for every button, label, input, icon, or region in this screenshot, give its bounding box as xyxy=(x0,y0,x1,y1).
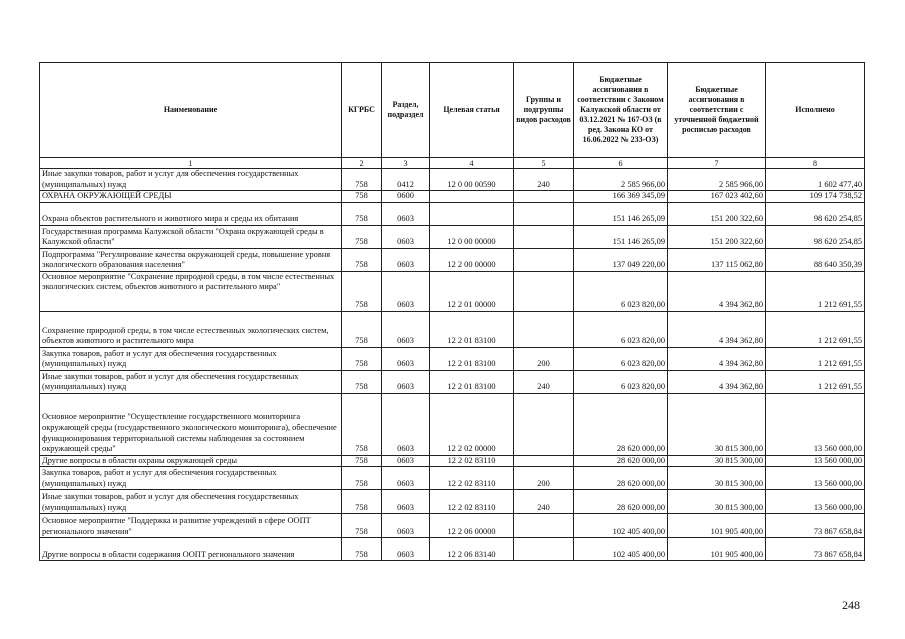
row-section: 0603 xyxy=(382,455,430,467)
table-row xyxy=(40,311,865,347)
column-number: 2 xyxy=(342,158,382,169)
table-row xyxy=(40,271,865,311)
row-target: 12 2 02 83110 xyxy=(430,490,514,514)
column-number: 1 xyxy=(40,158,342,169)
row-name: Основное мероприятие "Сохранение природной среды, в том числе естественных экологических систем, объектов животного и растительного мира" xyxy=(40,271,342,311)
row-group xyxy=(514,311,574,347)
table-row xyxy=(40,225,865,248)
row-target: 12 2 06 00000 xyxy=(430,514,514,538)
row-executed-amount: 98 620 254,85 xyxy=(766,202,865,225)
row-group xyxy=(514,538,574,561)
row-executed-amount: 1 212 691,55 xyxy=(766,311,865,347)
row-law-amount: 102 405 400,00 xyxy=(574,538,668,561)
table-row xyxy=(40,191,865,203)
row-name: Другие вопросы в области охраны окружающей среды xyxy=(40,455,342,467)
row-plan-amount: 30 815 300,00 xyxy=(668,455,766,467)
table-row xyxy=(40,370,865,393)
row-group: 240 xyxy=(514,370,574,393)
row-section: 0603 xyxy=(382,248,430,271)
row-section: 0603 xyxy=(382,370,430,393)
row-target: 12 2 01 83100 xyxy=(430,347,514,370)
row-executed-amount: 73 867 658,84 xyxy=(766,538,865,561)
row-plan-amount: 101 905 400,00 xyxy=(668,514,766,538)
row-law-amount: 151 146 265,09 xyxy=(574,202,668,225)
header-section: Раздел, подраздел xyxy=(382,63,430,158)
row-law-amount: 151 146 265,09 xyxy=(574,225,668,248)
row-target: 12 0 00 00000 xyxy=(430,225,514,248)
row-kgrbs: 758 xyxy=(342,370,382,393)
row-group xyxy=(514,248,574,271)
table-body xyxy=(40,169,865,561)
row-group: 200 xyxy=(514,347,574,370)
row-section: 0603 xyxy=(382,393,430,455)
row-plan-amount: 30 815 300,00 xyxy=(668,467,766,490)
row-executed-amount: 73 867 658,84 xyxy=(766,514,865,538)
row-plan-amount: 151 200 322,60 xyxy=(668,202,766,225)
table-row xyxy=(40,514,865,538)
row-law-amount: 6 023 820,00 xyxy=(574,370,668,393)
row-group: 200 xyxy=(514,467,574,490)
budget-report-page xyxy=(39,62,864,561)
row-name: Основное мероприятие "Поддержка и развитие учреждений в сфере ООПТ регионального значения" xyxy=(40,514,342,538)
page-number: 248 xyxy=(842,598,860,612)
table-row xyxy=(40,202,865,225)
row-law-amount: 6 023 820,00 xyxy=(574,311,668,347)
table-row xyxy=(40,538,865,561)
row-name: Подпрограмма "Регулирование качества окружающей среды, повышение уровня экологического образования населения" xyxy=(40,248,342,271)
row-group xyxy=(514,191,574,203)
row-kgrbs: 758 xyxy=(342,248,382,271)
header-name: Наименование xyxy=(40,63,342,158)
row-section: 0412 xyxy=(382,169,430,191)
row-executed-amount: 98 620 254,85 xyxy=(766,225,865,248)
row-name: Закупка товаров, работ и услуг для обеспечения государственных (муниципальных) нужд xyxy=(40,347,342,370)
row-executed-amount: 13 560 000,00 xyxy=(766,490,865,514)
row-name: Закупка товаров, работ и услуг для обеспечения государственных (муниципальных) нужд xyxy=(40,467,342,490)
row-target: 12 2 02 83110 xyxy=(430,455,514,467)
row-kgrbs: 758 xyxy=(342,393,382,455)
row-section: 0603 xyxy=(382,538,430,561)
row-executed-amount: 1 212 691,55 xyxy=(766,347,865,370)
row-name: Иные закупки товаров, работ и услуг для обеспечения государственных (муниципальных) нужд xyxy=(40,169,342,191)
row-name: ОХРАНА ОКРУЖАЮЩЕЙ СРЕДЫ xyxy=(40,191,342,203)
table-row xyxy=(40,347,865,370)
row-target: 12 2 00 00000 xyxy=(430,248,514,271)
row-plan-amount: 101 905 400,00 xyxy=(668,538,766,561)
row-executed-amount: 88 640 350,39 xyxy=(766,248,865,271)
row-target: 12 2 01 00000 xyxy=(430,271,514,311)
row-kgrbs: 758 xyxy=(342,467,382,490)
header-law-allocations: Бюджетные ассигнования в соответствии с Законом Калужской области от 03.12.2021 № 167-ОЗ (в ред. Закона КО от 16.06.2022 № 233-ОЗ) xyxy=(574,63,668,158)
row-group xyxy=(514,455,574,467)
column-number: 4 xyxy=(430,158,514,169)
budget-table xyxy=(39,62,865,561)
table-row xyxy=(40,455,865,467)
row-kgrbs: 758 xyxy=(342,347,382,370)
row-plan-amount: 4 394 362,80 xyxy=(668,271,766,311)
row-executed-amount: 13 560 000,00 xyxy=(766,467,865,490)
row-kgrbs: 758 xyxy=(342,455,382,467)
row-target: 12 2 01 83100 xyxy=(430,311,514,347)
row-plan-amount: 4 394 362,80 xyxy=(668,370,766,393)
row-kgrbs: 758 xyxy=(342,538,382,561)
table-row xyxy=(40,169,865,191)
row-plan-amount: 151 200 322,60 xyxy=(668,225,766,248)
row-plan-amount: 30 815 300,00 xyxy=(668,393,766,455)
header-kgrbs: КГРБС xyxy=(342,63,382,158)
row-law-amount: 6 023 820,00 xyxy=(574,347,668,370)
row-executed-amount: 13 560 000,00 xyxy=(766,455,865,467)
row-law-amount: 28 620 000,00 xyxy=(574,393,668,455)
row-kgrbs: 758 xyxy=(342,202,382,225)
row-law-amount: 137 049 220,00 xyxy=(574,248,668,271)
header-groups: Группы и подгруппы видов расходов xyxy=(514,63,574,158)
column-number: 7 xyxy=(668,158,766,169)
row-plan-amount: 137 115 062,80 xyxy=(668,248,766,271)
row-group xyxy=(514,514,574,538)
row-plan-amount: 30 815 300,00 xyxy=(668,490,766,514)
row-kgrbs: 758 xyxy=(342,169,382,191)
row-section: 0600 xyxy=(382,191,430,203)
row-kgrbs: 758 xyxy=(342,514,382,538)
header-executed: Исполнено xyxy=(766,63,865,158)
column-number-row xyxy=(40,158,865,169)
row-target: 12 2 02 00000 xyxy=(430,393,514,455)
row-kgrbs: 758 xyxy=(342,271,382,311)
row-executed-amount: 109 174 738,52 xyxy=(766,191,865,203)
row-section: 0603 xyxy=(382,225,430,248)
row-law-amount: 2 585 966,00 xyxy=(574,169,668,191)
row-section: 0603 xyxy=(382,271,430,311)
row-name: Государственная программа Калужской области "Охрана окружающей среды в Калужской области" xyxy=(40,225,342,248)
column-number: 3 xyxy=(382,158,430,169)
row-section: 0603 xyxy=(382,347,430,370)
row-executed-amount: 1 212 691,55 xyxy=(766,271,865,311)
row-name: Охрана объектов растительного и животного мира и среды их обитания xyxy=(40,202,342,225)
row-name: Сохранение природной среды, в том числе естественных экологических систем, объектов животного и растительного мира xyxy=(40,311,342,347)
row-group xyxy=(514,393,574,455)
column-number: 5 xyxy=(514,158,574,169)
header-row xyxy=(40,63,865,158)
row-group: 240 xyxy=(514,169,574,191)
row-group xyxy=(514,225,574,248)
row-section: 0603 xyxy=(382,311,430,347)
row-executed-amount: 1 602 477,40 xyxy=(766,169,865,191)
row-section: 0603 xyxy=(382,514,430,538)
row-target: 12 2 06 83140 xyxy=(430,538,514,561)
row-law-amount: 102 405 400,00 xyxy=(574,514,668,538)
header-plan-allocations: Бюджетные ассигнования в соответствии с уточненной бюджетной росписью расходов xyxy=(668,63,766,158)
row-section: 0603 xyxy=(382,490,430,514)
header-target: Целевая статья xyxy=(430,63,514,158)
row-kgrbs: 758 xyxy=(342,490,382,514)
row-law-amount: 166 369 345,09 xyxy=(574,191,668,203)
row-law-amount: 28 620 000,00 xyxy=(574,490,668,514)
row-executed-amount: 13 560 000,00 xyxy=(766,393,865,455)
row-group xyxy=(514,202,574,225)
row-plan-amount: 4 394 362,80 xyxy=(668,347,766,370)
row-kgrbs: 758 xyxy=(342,225,382,248)
row-law-amount: 28 620 000,00 xyxy=(574,455,668,467)
row-name: Иные закупки товаров, работ и услуг для обеспечения государственных (муниципальных) нужд xyxy=(40,490,342,514)
row-group: 240 xyxy=(514,490,574,514)
row-plan-amount: 167 023 402,60 xyxy=(668,191,766,203)
row-plan-amount: 2 585 966,00 xyxy=(668,169,766,191)
table-row xyxy=(40,467,865,490)
row-section: 0603 xyxy=(382,202,430,225)
row-target xyxy=(430,191,514,203)
table-row xyxy=(40,490,865,514)
row-law-amount: 28 620 000,00 xyxy=(574,467,668,490)
row-target: 12 2 01 83100 xyxy=(430,370,514,393)
row-group xyxy=(514,271,574,311)
row-section: 0603 xyxy=(382,467,430,490)
row-target: 12 0 00 00590 xyxy=(430,169,514,191)
row-plan-amount: 4 394 362,80 xyxy=(668,311,766,347)
row-name: Другие вопросы в области содержания ООПТ регионального значения xyxy=(40,538,342,561)
table-row xyxy=(40,248,865,271)
row-kgrbs: 758 xyxy=(342,311,382,347)
row-target: 12 2 02 83110 xyxy=(430,467,514,490)
row-name: Основное мероприятие "Осуществление государственного мониторинга окружающей среды (государственного экологического мониторинга), обеспечение функционирования территориальной системы наблюдения за состоянием окружающей среды" xyxy=(40,393,342,455)
row-kgrbs: 758 xyxy=(342,191,382,203)
column-number: 6 xyxy=(574,158,668,169)
row-law-amount: 6 023 820,00 xyxy=(574,271,668,311)
row-target xyxy=(430,202,514,225)
row-name: Иные закупки товаров, работ и услуг для обеспечения государственных (муниципальных) нужд xyxy=(40,370,342,393)
table-row xyxy=(40,393,865,455)
row-executed-amount: 1 212 691,55 xyxy=(766,370,865,393)
column-number: 8 xyxy=(766,158,865,169)
